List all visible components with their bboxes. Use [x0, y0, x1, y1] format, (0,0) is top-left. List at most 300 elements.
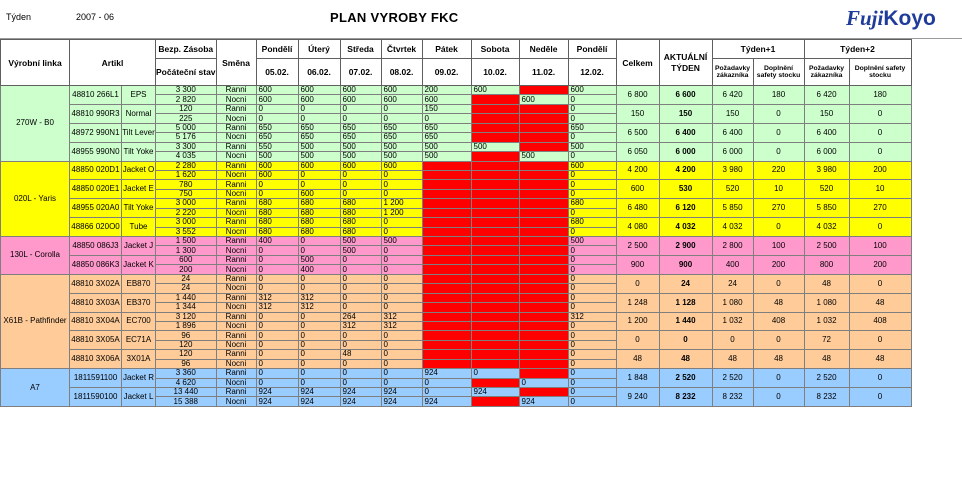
initial-stock-cell[interactable]: 120 — [156, 340, 217, 349]
total-cell[interactable]: 6 800 — [616, 86, 659, 105]
day-quantity-cell[interactable]: 0 — [381, 359, 422, 368]
day-quantity-cell[interactable]: 650 — [256, 133, 298, 142]
initial-stock-cell[interactable]: 3 552 — [156, 227, 217, 236]
week1-safety-cell[interactable]: 10 — [753, 180, 804, 199]
safety-stock-cell[interactable]: 3 360 — [156, 369, 217, 378]
day-quantity-cell[interactable] — [519, 331, 568, 340]
day-quantity-cell[interactable]: 0 — [568, 255, 616, 264]
day-quantity-cell[interactable]: 650 — [340, 133, 381, 142]
day-quantity-cell[interactable]: 650 — [298, 133, 340, 142]
shift-cell[interactable]: Ranni — [216, 255, 256, 264]
initial-stock-cell[interactable]: 750 — [156, 189, 217, 198]
week1-demand-cell[interactable]: 150 — [712, 104, 753, 123]
total-cell[interactable]: 48 — [616, 350, 659, 369]
day-quantity-cell[interactable]: 0 — [568, 265, 616, 274]
article-name-cell[interactable]: Jacket E — [122, 180, 156, 199]
week2-demand-cell[interactable]: 6 000 — [804, 142, 849, 161]
day-quantity-cell[interactable]: 600 — [519, 95, 568, 104]
day-quantity-cell[interactable]: 600 — [381, 95, 422, 104]
day-quantity-cell[interactable] — [471, 189, 519, 198]
day-quantity-cell[interactable]: 924 — [298, 397, 340, 406]
day-quantity-cell[interactable] — [422, 359, 471, 368]
day-quantity-cell[interactable]: 0 — [568, 95, 616, 104]
article-code-cell[interactable]: 48810 3X06A — [70, 350, 122, 369]
week2-demand-cell[interactable]: 48 — [804, 274, 849, 293]
total-cell[interactable]: 2 500 — [616, 237, 659, 256]
total-cell[interactable]: 9 240 — [616, 388, 659, 407]
shift-cell[interactable]: Ranni — [216, 293, 256, 302]
week1-demand-cell[interactable]: 520 — [712, 180, 753, 199]
day-quantity-cell[interactable]: 924 — [256, 397, 298, 406]
day-quantity-cell[interactable]: 680 — [298, 199, 340, 208]
day-quantity-cell[interactable]: 600 — [298, 86, 340, 95]
actual-week-cell[interactable]: 6 120 — [659, 199, 712, 218]
article-name-cell[interactable]: EB870 — [122, 274, 156, 293]
day-quantity-cell[interactable]: 0 — [471, 369, 519, 378]
week2-safety-cell[interactable]: 48 — [849, 350, 911, 369]
day-quantity-cell[interactable]: 500 — [298, 142, 340, 151]
day-quantity-cell[interactable]: 0 — [381, 378, 422, 387]
day-quantity-cell[interactable] — [422, 218, 471, 227]
shift-cell[interactable]: Ranni — [216, 161, 256, 170]
day-quantity-cell[interactable]: 0 — [340, 340, 381, 349]
day-quantity-cell[interactable]: 0 — [568, 388, 616, 397]
week2-safety-cell[interactable]: 10 — [849, 180, 911, 199]
day-quantity-cell[interactable]: 0 — [568, 246, 616, 255]
total-cell[interactable]: 1 248 — [616, 293, 659, 312]
day-quantity-cell[interactable]: 0 — [568, 114, 616, 123]
safety-stock-cell[interactable]: 3 300 — [156, 142, 217, 151]
week1-safety-cell[interactable]: 48 — [753, 350, 804, 369]
week1-safety-cell[interactable]: 0 — [753, 274, 804, 293]
day-quantity-cell[interactable]: 0 — [340, 114, 381, 123]
day-quantity-cell[interactable]: 680 — [340, 208, 381, 217]
day-quantity-cell[interactable]: 500 — [381, 152, 422, 161]
article-code-cell[interactable]: 1811591100 — [70, 369, 122, 388]
day-quantity-cell[interactable]: 924 — [471, 388, 519, 397]
day-quantity-cell[interactable]: 0 — [381, 293, 422, 302]
article-code-cell[interactable]: 48972 990N1 — [70, 123, 122, 142]
total-cell[interactable]: 4 200 — [616, 161, 659, 180]
day-quantity-cell[interactable]: 0 — [340, 274, 381, 283]
day-quantity-cell[interactable]: 600 — [340, 95, 381, 104]
day-quantity-cell[interactable]: 0 — [381, 189, 422, 198]
week1-safety-cell[interactable]: 270 — [753, 199, 804, 218]
day-quantity-cell[interactable]: 600 — [298, 95, 340, 104]
day-quantity-cell[interactable] — [422, 199, 471, 208]
shift-cell[interactable]: Nocni — [216, 321, 256, 330]
day-quantity-cell[interactable]: 500 — [381, 237, 422, 246]
day-quantity-cell[interactable] — [471, 237, 519, 246]
day-quantity-cell[interactable]: 400 — [298, 265, 340, 274]
day-quantity-cell[interactable] — [422, 237, 471, 246]
day-quantity-cell[interactable]: 312 — [298, 293, 340, 302]
safety-stock-cell[interactable]: 600 — [156, 255, 217, 264]
day-quantity-cell[interactable]: 264 — [340, 312, 381, 321]
day-quantity-cell[interactable] — [519, 170, 568, 179]
day-quantity-cell[interactable]: 0 — [568, 180, 616, 189]
day-quantity-cell[interactable]: 0 — [568, 227, 616, 236]
shift-cell[interactable]: Ranni — [216, 123, 256, 132]
day-quantity-cell[interactable]: 600 — [381, 161, 422, 170]
shift-cell[interactable]: Ranni — [216, 388, 256, 397]
day-quantity-cell[interactable] — [519, 274, 568, 283]
day-quantity-cell[interactable] — [519, 86, 568, 95]
actual-week-cell[interactable]: 0 — [659, 331, 712, 350]
safety-stock-cell[interactable]: 3 120 — [156, 312, 217, 321]
day-quantity-cell[interactable]: 600 — [422, 95, 471, 104]
day-quantity-cell[interactable]: 600 — [298, 161, 340, 170]
day-quantity-cell[interactable]: 0 — [381, 284, 422, 293]
day-quantity-cell[interactable] — [519, 227, 568, 236]
article-code-cell[interactable]: 48955 990N0 — [70, 142, 122, 161]
production-line-cell[interactable]: A7 — [1, 369, 70, 407]
safety-stock-cell[interactable]: 780 — [156, 180, 217, 189]
day-quantity-cell[interactable]: 0 — [256, 284, 298, 293]
initial-stock-cell[interactable]: 1 620 — [156, 170, 217, 179]
day-quantity-cell[interactable] — [519, 189, 568, 198]
actual-week-cell[interactable]: 6 000 — [659, 142, 712, 161]
total-cell[interactable]: 4 080 — [616, 218, 659, 237]
shift-cell[interactable]: Ranni — [216, 350, 256, 359]
initial-stock-cell[interactable]: 5 176 — [156, 133, 217, 142]
actual-week-cell[interactable]: 24 — [659, 274, 712, 293]
day-quantity-cell[interactable]: 150 — [422, 104, 471, 113]
day-quantity-cell[interactable]: 500 — [298, 152, 340, 161]
day-quantity-cell[interactable]: 0 — [298, 104, 340, 113]
article-name-cell[interactable]: Jacket O — [122, 161, 156, 180]
day-quantity-cell[interactable]: 680 — [568, 199, 616, 208]
day-quantity-cell[interactable]: 500 — [256, 152, 298, 161]
actual-week-cell[interactable]: 900 — [659, 255, 712, 274]
week2-safety-cell[interactable]: 0 — [849, 331, 911, 350]
day-quantity-cell[interactable]: 680 — [340, 218, 381, 227]
shift-cell[interactable]: Nocni — [216, 359, 256, 368]
article-name-cell[interactable]: EB370 — [122, 293, 156, 312]
day-quantity-cell[interactable]: 48 — [340, 350, 381, 359]
day-quantity-cell[interactable]: 0 — [256, 104, 298, 113]
day-quantity-cell[interactable]: 0 — [256, 350, 298, 359]
day-quantity-cell[interactable]: 0 — [298, 321, 340, 330]
day-quantity-cell[interactable] — [422, 180, 471, 189]
day-quantity-cell[interactable] — [471, 255, 519, 264]
day-quantity-cell[interactable]: 0 — [340, 189, 381, 198]
safety-stock-cell[interactable]: 3 000 — [156, 218, 217, 227]
day-quantity-cell[interactable]: 0 — [298, 340, 340, 349]
week2-demand-cell[interactable]: 8 232 — [804, 388, 849, 407]
day-quantity-cell[interactable]: 0 — [381, 369, 422, 378]
article-code-cell[interactable]: 48850 020E1 — [70, 180, 122, 199]
article-name-cell[interactable]: EC700 — [122, 312, 156, 331]
initial-stock-cell[interactable]: 24 — [156, 284, 217, 293]
day-quantity-cell[interactable]: 0 — [568, 303, 616, 312]
article-code-cell[interactable]: 48810 3X04A — [70, 312, 122, 331]
day-quantity-cell[interactable] — [519, 142, 568, 151]
day-quantity-cell[interactable] — [422, 189, 471, 198]
article-code-cell[interactable]: 1811590100 — [70, 388, 122, 407]
safety-stock-cell[interactable]: 5 000 — [156, 123, 217, 132]
day-quantity-cell[interactable]: 0 — [256, 265, 298, 274]
article-code-cell[interactable]: 48810 266L1 — [70, 86, 122, 105]
day-quantity-cell[interactable]: 650 — [298, 123, 340, 132]
day-quantity-cell[interactable] — [519, 199, 568, 208]
day-quantity-cell[interactable] — [519, 359, 568, 368]
day-quantity-cell[interactable] — [471, 152, 519, 161]
week2-safety-cell[interactable]: 200 — [849, 255, 911, 274]
day-quantity-cell[interactable] — [519, 104, 568, 113]
article-code-cell[interactable]: 48810 990R3 — [70, 104, 122, 123]
day-quantity-cell[interactable]: 0 — [340, 293, 381, 302]
shift-cell[interactable]: Ranni — [216, 199, 256, 208]
day-quantity-cell[interactable]: 600 — [340, 86, 381, 95]
actual-week-cell[interactable]: 150 — [659, 104, 712, 123]
day-quantity-cell[interactable] — [471, 199, 519, 208]
day-quantity-cell[interactable]: 924 — [519, 397, 568, 406]
day-quantity-cell[interactable] — [422, 227, 471, 236]
article-name-cell[interactable]: Jacket L — [122, 388, 156, 407]
article-name-cell[interactable]: Normal — [122, 104, 156, 123]
day-quantity-cell[interactable] — [471, 293, 519, 302]
day-quantity-cell[interactable]: 0 — [381, 246, 422, 255]
week2-safety-cell[interactable]: 0 — [849, 388, 911, 407]
day-quantity-cell[interactable]: 312 — [256, 293, 298, 302]
day-quantity-cell[interactable]: 550 — [256, 142, 298, 151]
day-quantity-cell[interactable]: 500 — [340, 246, 381, 255]
article-name-cell[interactable]: Jacket R — [122, 369, 156, 388]
day-quantity-cell[interactable]: 0 — [256, 246, 298, 255]
day-quantity-cell[interactable]: 0 — [568, 321, 616, 330]
day-quantity-cell[interactable]: 500 — [340, 142, 381, 151]
day-quantity-cell[interactable]: 0 — [568, 397, 616, 406]
day-quantity-cell[interactable]: 0 — [298, 274, 340, 283]
week2-safety-cell[interactable]: 48 — [849, 293, 911, 312]
day-quantity-cell[interactable]: 0 — [298, 359, 340, 368]
day-quantity-cell[interactable]: 0 — [568, 152, 616, 161]
week1-safety-cell[interactable]: 0 — [753, 331, 804, 350]
shift-cell[interactable]: Nocni — [216, 340, 256, 349]
week2-demand-cell[interactable]: 72 — [804, 331, 849, 350]
article-code-cell[interactable]: 48810 3X03A — [70, 293, 122, 312]
day-quantity-cell[interactable]: 0 — [422, 378, 471, 387]
week1-safety-cell[interactable]: 0 — [753, 388, 804, 407]
day-quantity-cell[interactable] — [519, 246, 568, 255]
day-quantity-cell[interactable]: 0 — [568, 293, 616, 302]
total-cell[interactable]: 0 — [616, 331, 659, 350]
day-quantity-cell[interactable]: 312 — [340, 321, 381, 330]
day-quantity-cell[interactable]: 0 — [340, 104, 381, 113]
day-quantity-cell[interactable]: 0 — [381, 265, 422, 274]
actual-week-cell[interactable]: 8 232 — [659, 388, 712, 407]
day-quantity-cell[interactable]: 0 — [298, 369, 340, 378]
week2-safety-cell[interactable]: 100 — [849, 237, 911, 256]
week2-safety-cell[interactable]: 408 — [849, 312, 911, 331]
article-code-cell[interactable]: 48810 3X02A — [70, 274, 122, 293]
article-code-cell[interactable]: 48850 086K3 — [70, 255, 122, 274]
shift-cell[interactable]: Ranni — [216, 369, 256, 378]
actual-week-cell[interactable]: 2 900 — [659, 237, 712, 256]
day-quantity-cell[interactable] — [519, 237, 568, 246]
actual-week-cell[interactable]: 4 200 — [659, 161, 712, 180]
shift-cell[interactable]: Nocni — [216, 189, 256, 198]
day-quantity-cell[interactable]: 500 — [340, 237, 381, 246]
day-quantity-cell[interactable]: 312 — [256, 303, 298, 312]
day-quantity-cell[interactable] — [519, 293, 568, 302]
shift-cell[interactable]: Nocni — [216, 208, 256, 217]
shift-cell[interactable]: Ranni — [216, 218, 256, 227]
day-quantity-cell[interactable] — [471, 123, 519, 132]
day-quantity-cell[interactable] — [519, 340, 568, 349]
day-quantity-cell[interactable]: 680 — [256, 227, 298, 236]
day-quantity-cell[interactable]: 500 — [422, 152, 471, 161]
day-quantity-cell[interactable]: 924 — [340, 388, 381, 397]
day-quantity-cell[interactable]: 0 — [381, 255, 422, 264]
day-quantity-cell[interactable] — [471, 161, 519, 170]
day-quantity-cell[interactable] — [471, 303, 519, 312]
day-quantity-cell[interactable]: 0 — [381, 114, 422, 123]
week2-safety-cell[interactable]: 180 — [849, 86, 911, 105]
week1-safety-cell[interactable]: 200 — [753, 255, 804, 274]
initial-stock-cell[interactable]: 4 620 — [156, 378, 217, 387]
day-quantity-cell[interactable]: 0 — [298, 114, 340, 123]
day-quantity-cell[interactable]: 680 — [298, 218, 340, 227]
day-quantity-cell[interactable]: 0 — [298, 284, 340, 293]
day-quantity-cell[interactable]: 600 — [256, 170, 298, 179]
week1-safety-cell[interactable]: 0 — [753, 104, 804, 123]
day-quantity-cell[interactable] — [422, 303, 471, 312]
shift-cell[interactable]: Ranni — [216, 274, 256, 283]
day-quantity-cell[interactable] — [471, 218, 519, 227]
day-quantity-cell[interactable] — [422, 246, 471, 255]
day-quantity-cell[interactable] — [471, 331, 519, 340]
total-cell[interactable]: 900 — [616, 255, 659, 274]
day-quantity-cell[interactable]: 0 — [381, 227, 422, 236]
day-quantity-cell[interactable]: 650 — [381, 123, 422, 132]
day-quantity-cell[interactable]: 500 — [568, 142, 616, 151]
day-quantity-cell[interactable]: 500 — [298, 255, 340, 264]
shift-cell[interactable]: Ranni — [216, 86, 256, 95]
day-quantity-cell[interactable]: 500 — [519, 152, 568, 161]
day-quantity-cell[interactable]: 0 — [298, 246, 340, 255]
day-quantity-cell[interactable]: 0 — [340, 284, 381, 293]
day-quantity-cell[interactable]: 0 — [340, 359, 381, 368]
day-quantity-cell[interactable]: 0 — [256, 369, 298, 378]
week1-safety-cell[interactable]: 48 — [753, 293, 804, 312]
day-quantity-cell[interactable]: 650 — [422, 133, 471, 142]
week1-demand-cell[interactable]: 8 232 — [712, 388, 753, 407]
day-quantity-cell[interactable]: 0 — [568, 104, 616, 113]
week1-demand-cell[interactable]: 6 000 — [712, 142, 753, 161]
day-quantity-cell[interactable] — [422, 265, 471, 274]
actual-week-cell[interactable]: 6 600 — [659, 86, 712, 105]
day-quantity-cell[interactable]: 650 — [256, 123, 298, 132]
shift-cell[interactable]: Nocni — [216, 152, 256, 161]
day-quantity-cell[interactable]: 680 — [568, 218, 616, 227]
day-quantity-cell[interactable]: 0 — [422, 114, 471, 123]
day-quantity-cell[interactable] — [519, 218, 568, 227]
day-quantity-cell[interactable] — [422, 274, 471, 283]
week1-safety-cell[interactable]: 0 — [753, 369, 804, 388]
day-quantity-cell[interactable]: 0 — [568, 133, 616, 142]
production-line-cell[interactable]: X61B - Pathfinder — [1, 274, 70, 368]
day-quantity-cell[interactable]: 0 — [256, 331, 298, 340]
total-cell[interactable]: 6 050 — [616, 142, 659, 161]
day-quantity-cell[interactable] — [422, 321, 471, 330]
shift-cell[interactable]: Nocni — [216, 114, 256, 123]
shift-cell[interactable]: Ranni — [216, 142, 256, 151]
day-quantity-cell[interactable] — [471, 208, 519, 217]
day-quantity-cell[interactable] — [471, 321, 519, 330]
day-quantity-cell[interactable]: 0 — [381, 350, 422, 359]
day-quantity-cell[interactable]: 312 — [381, 321, 422, 330]
day-quantity-cell[interactable]: 500 — [381, 142, 422, 151]
week2-demand-cell[interactable]: 520 — [804, 180, 849, 199]
shift-cell[interactable]: Nocni — [216, 170, 256, 179]
day-quantity-cell[interactable] — [422, 350, 471, 359]
day-quantity-cell[interactable]: 0 — [568, 350, 616, 359]
day-quantity-cell[interactable] — [519, 303, 568, 312]
day-quantity-cell[interactable] — [471, 312, 519, 321]
day-quantity-cell[interactable] — [519, 133, 568, 142]
article-code-cell[interactable]: 48955 020A0 — [70, 199, 122, 218]
day-quantity-cell[interactable]: 924 — [381, 397, 422, 406]
day-quantity-cell[interactable] — [471, 265, 519, 274]
day-quantity-cell[interactable]: 0 — [568, 378, 616, 387]
day-quantity-cell[interactable] — [471, 397, 519, 406]
day-quantity-cell[interactable]: 0 — [256, 312, 298, 321]
actual-week-cell[interactable]: 1 440 — [659, 312, 712, 331]
day-quantity-cell[interactable]: 0 — [422, 388, 471, 397]
safety-stock-cell[interactable]: 2 280 — [156, 161, 217, 170]
day-quantity-cell[interactable] — [471, 274, 519, 283]
day-quantity-cell[interactable]: 924 — [256, 388, 298, 397]
article-code-cell[interactable]: 48850 020D1 — [70, 161, 122, 180]
week1-demand-cell[interactable]: 24 — [712, 274, 753, 293]
day-quantity-cell[interactable]: 1 200 — [381, 199, 422, 208]
safety-stock-cell[interactable]: 3 300 — [156, 86, 217, 95]
day-quantity-cell[interactable]: 0 — [256, 378, 298, 387]
shift-cell[interactable]: Nocni — [216, 95, 256, 104]
day-quantity-cell[interactable]: 0 — [381, 340, 422, 349]
article-name-cell[interactable]: Jacket J — [122, 237, 156, 256]
total-cell[interactable]: 0 — [616, 274, 659, 293]
shift-cell[interactable]: Ranni — [216, 104, 256, 113]
week1-demand-cell[interactable]: 0 — [712, 331, 753, 350]
day-quantity-cell[interactable]: 0 — [519, 378, 568, 387]
day-quantity-cell[interactable] — [519, 388, 568, 397]
initial-stock-cell[interactable]: 4 035 — [156, 152, 217, 161]
week2-safety-cell[interactable]: 270 — [849, 199, 911, 218]
day-quantity-cell[interactable]: 0 — [298, 331, 340, 340]
day-quantity-cell[interactable]: 400 — [256, 237, 298, 246]
day-quantity-cell[interactable] — [519, 284, 568, 293]
day-quantity-cell[interactable]: 0 — [381, 170, 422, 179]
day-quantity-cell[interactable]: 0 — [381, 104, 422, 113]
day-quantity-cell[interactable]: 680 — [340, 227, 381, 236]
day-quantity-cell[interactable] — [422, 331, 471, 340]
day-quantity-cell[interactable]: 0 — [256, 180, 298, 189]
day-quantity-cell[interactable] — [422, 284, 471, 293]
article-name-cell[interactable]: Tube — [122, 218, 156, 237]
day-quantity-cell[interactable]: 0 — [568, 274, 616, 283]
article-name-cell[interactable]: 3X01A — [122, 350, 156, 369]
week1-safety-cell[interactable]: 0 — [753, 218, 804, 237]
day-quantity-cell[interactable] — [471, 95, 519, 104]
initial-stock-cell[interactable]: 200 — [156, 265, 217, 274]
production-line-cell[interactable]: 020L - Yaris — [1, 161, 70, 237]
week2-demand-cell[interactable]: 1 080 — [804, 293, 849, 312]
day-quantity-cell[interactable] — [471, 133, 519, 142]
day-quantity-cell[interactable]: 600 — [568, 161, 616, 170]
